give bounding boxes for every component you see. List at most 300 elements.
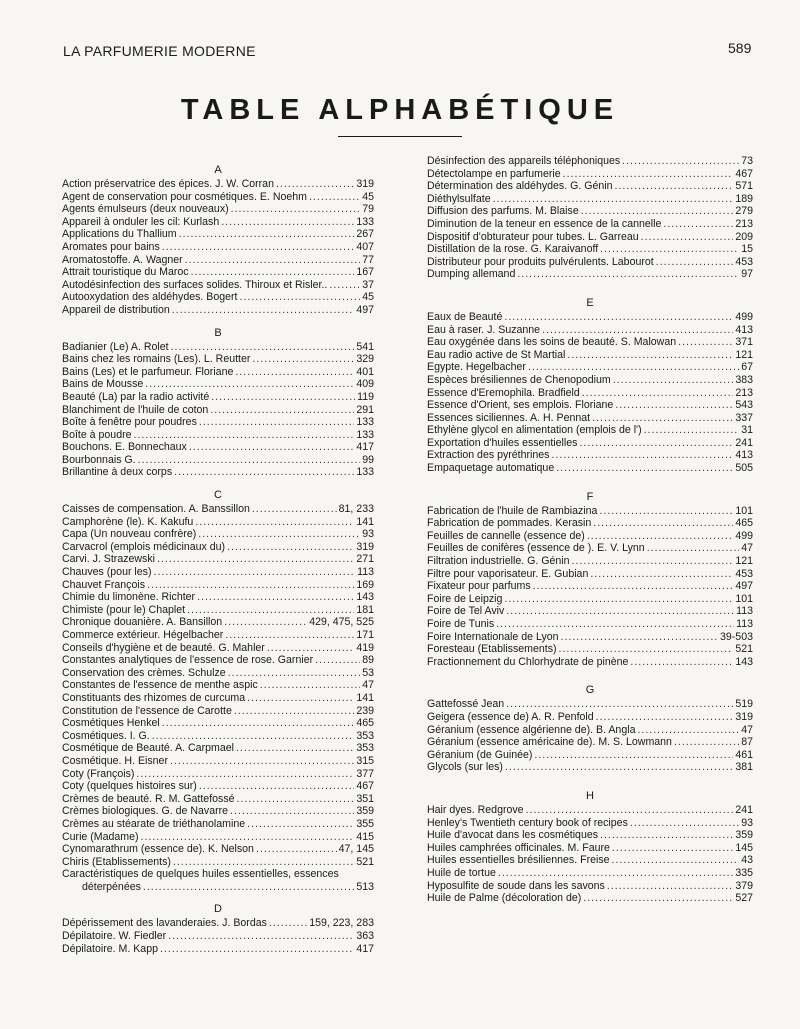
entry-title: Distributeur pour produits pulvérulents. Labourot [427,255,654,268]
entry-page: 119 [357,390,374,403]
entry-title: Dépérissement des lavanderaies. J. Bordas [62,917,267,930]
dot-leader [236,742,354,755]
entry-title: Egypte. Hegelbacher [427,361,526,374]
entry-title: Dumping allemand [427,268,516,281]
entry-title: Feuilles de cannelle (essence de) [427,529,585,542]
entry-page: 353 [356,729,374,742]
index-entry [427,180,753,193]
title-underline [338,136,462,137]
dot-leader [172,304,355,317]
entry-page: 101 [735,592,753,605]
dot-leader [237,793,355,806]
index-entry [62,378,374,391]
index-entry [427,424,753,437]
entry-page: 467 [735,167,753,180]
entry-page: 413 [735,449,753,462]
index-entry [427,218,753,231]
entry-page: 97 [741,268,753,281]
dot-leader [647,542,740,555]
entry-continuation-line [62,881,374,894]
index-entry [427,724,753,737]
dot-leader [506,605,734,618]
dot-leader [240,291,361,304]
entry-title: Aromatostoffe. A. Wagner [62,253,183,266]
section-letter: H [586,789,594,802]
entry-page: 181 [356,603,374,616]
index-entry [427,580,753,593]
dot-leader [593,517,733,530]
dot-leader [583,892,733,905]
index-entry [62,266,374,279]
entry-page: 209 [735,230,753,243]
entry-page: 543 [735,399,753,412]
index-entry [427,517,753,530]
index-entry [427,605,753,618]
index-entry [427,243,753,256]
dot-leader [147,579,354,592]
index-section [427,489,753,669]
entry-title: Chimiste (pour le) Chaplet [62,603,186,616]
dot-leader [231,203,361,216]
dot-leader [211,391,355,404]
index-entry [62,692,374,705]
dot-leader [195,516,354,529]
entry-page: 319 [356,178,374,190]
index-entry [427,854,753,867]
index-entry [62,755,374,768]
entry-page: 429, 475, 525 [309,616,374,629]
entry-title: Geigera (essence de) A. R. Penfold [427,710,594,723]
entry-page: 171 [356,629,374,641]
index-entry [62,241,374,254]
dot-leader [630,817,739,830]
index-entry [62,805,374,818]
entry-page: 53 [362,666,374,679]
entry-page: 89 [362,654,374,667]
index-entry [427,336,753,349]
entry-page: 513 [356,880,374,893]
index-section [62,487,374,893]
dot-leader [663,218,733,231]
dot-leader [637,724,739,737]
section-letter: A [214,164,222,176]
entry-title: Crèmes biologiques. G. de Navarre [62,805,229,818]
entry-title: Dispositif d'obturateur pour tubes. L. Garreau [427,230,639,243]
entry-title: Huiles camphrées officinales. M. Faure [427,841,610,854]
index-entry [427,462,753,475]
dot-leader [138,454,361,467]
entry-page: 461 [735,748,753,761]
entry-page: 113 [736,605,753,618]
entry-page: 499 [735,529,753,542]
index-entry [62,793,374,806]
index-section [427,682,753,774]
entry-title: Crèmes de beauté. R. M. Gattefossé [62,792,235,805]
entry-page: 113 [357,566,374,579]
entry-title: Cosmétique. H. Eisner [62,754,168,767]
dot-leader [329,279,360,292]
entry-title: Boîte à fenêtre pour poudres [62,416,197,429]
dot-leader [615,399,733,412]
entry-title: Capa (Un nouveau confrère) [62,528,197,541]
dot-leader [230,805,354,818]
entry-page: 31 [741,424,753,437]
dot-leader [179,228,355,241]
index-entry [427,817,753,830]
entry-title: Essences siciliennes. A. H. Pennat [427,411,591,424]
index-section [427,295,753,475]
dot-leader [504,311,733,324]
index-entry [427,412,753,425]
index-entry [62,541,374,554]
entry-page: 79 [362,203,374,216]
index-entry [62,254,374,267]
dot-leader [612,854,740,867]
dot-leader [587,530,733,543]
index-entry [427,880,753,893]
entry-title: Bains chez les romains (Les). L. Reutter [62,353,251,366]
entry-page: 213 [735,386,753,399]
entry-page: 121 [735,555,753,568]
entry-title: Détectolampe en parfumerie [427,167,561,180]
dot-leader [252,353,354,366]
entry-page: 77 [362,253,374,266]
index-section [427,155,753,281]
dot-leader [656,256,734,269]
index-entry [427,749,753,762]
entry-title: Extraction des pyréthrines [427,449,550,462]
dot-leader [210,404,354,417]
index-entry [427,530,753,543]
entry-page: 93 [741,816,753,829]
index-entry [427,656,753,669]
index-entry [62,705,374,718]
entry-title: Chiris (Etablissements) [62,855,171,868]
dot-leader [191,266,355,279]
index-entry [427,449,753,462]
dot-leader [551,449,733,462]
index-entry [62,579,374,592]
entry-title: Crèmes au stéarate de triéthanolamine [62,817,246,830]
entry-page: 99 [362,453,374,466]
entry-page: 419 [356,641,374,654]
index-entry [62,404,374,417]
index-entry [62,341,374,354]
entry-page: 267 [356,228,374,241]
entry-page: 73 [741,155,753,167]
dot-leader [674,736,739,749]
entry-page: 407 [356,240,374,253]
index-entry [62,203,374,216]
dot-leader [596,711,734,724]
index-entry [62,441,374,454]
entry-title: Géranium (de Guinée) [427,748,533,761]
entry-page: 143 [356,591,374,604]
entry-page: 499 [735,310,753,323]
entry-title: Blanchiment de l'huile de coton [62,403,209,416]
index-entry [427,711,753,724]
index-entry [62,178,374,191]
entry-title: Attrait touristique du Maroc [62,266,189,279]
entry-page: 133 [356,466,374,479]
index-entry [427,829,753,842]
index-entry [62,279,374,292]
index-entry [427,505,753,518]
entry-title: Eau radio active de St Martial [427,348,566,361]
entry-title: Diffusion des parfums. M. Blaise [427,205,579,218]
index-entry [62,366,374,379]
entry-title: Gattefossé Jean [427,698,505,711]
entry-title: Filtre pour vaporisateur. E. Gubian [427,567,589,580]
dot-leader [269,917,307,930]
entry-page: 413 [735,323,753,336]
entry-title: Commerce extérieur. Hégelbacher [62,629,224,641]
entry-title: Autooxydation des aldéhydes. Bogert [62,291,238,304]
index-entry [62,831,374,844]
entry-title: Cynomarathrum (essence de). K. Nelson [62,843,254,856]
index-entry [62,304,374,317]
dot-leader [493,193,734,206]
dot-leader [145,378,354,391]
index-entry [62,717,374,730]
index-entry [62,291,374,304]
index-entry [427,555,753,568]
entry-title: Beauté (La) par la radio activité [62,390,210,403]
dot-leader [581,205,734,218]
index-entry [62,742,374,755]
dot-leader [189,441,354,454]
entry-page: 159, 223, 283 [309,917,374,930]
index-entry [427,437,753,450]
entry-title: Eaux de Beauté [427,310,503,323]
dot-leader [221,216,354,229]
entry-title: Fractionnement du Chlorhydrate de pinène [427,655,629,668]
dot-leader [607,880,733,893]
entry-page: 571 [735,180,753,193]
dot-leader [644,424,740,437]
index-entry [62,216,374,229]
index-entry [427,618,753,631]
entry-title: Brillantine à deux corps [62,466,173,479]
entry-title-continuation: déterpénées [82,880,141,893]
dot-leader [267,642,354,655]
index-entry [427,193,753,206]
dot-leader [567,349,733,362]
entry-title: Agent de conservation pour cosmétiques. E. Noehm [62,190,307,203]
dot-leader [572,555,734,568]
entry-title: Géranium (essence algérienne de). B. Angla [427,723,636,736]
entry-page: 101 [735,504,753,517]
entry-title: Aromates pour bains [62,240,160,253]
index-entry [427,698,753,711]
index-entry [62,516,374,529]
dot-leader [224,616,307,629]
dot-leader [526,804,734,817]
entry-page: 45 [362,190,374,203]
section-letter: G [585,684,595,697]
dot-leader [498,867,733,880]
entry-page: 67 [741,361,753,374]
page-number: 589 [728,40,752,56]
entry-title: Boîte à poudre [62,428,132,441]
entry-title: Bourbonnais G. [62,453,136,466]
entry-page: 271 [356,553,374,566]
dot-leader [309,191,360,204]
entry-title: Ethylène glycol en alimentation (emplois de l') [427,424,642,437]
entry-title: Glycols (sur les) [427,761,503,774]
entry-page: 121 [735,348,753,361]
entry-page: 133 [356,428,374,441]
entry-title: Bains de Mousse [62,378,144,391]
entry-title: Chronique douanière. A. Bansillon [62,616,223,629]
entry-page: 113 [736,618,753,630]
entry-page: 39-503 [720,630,753,643]
entry-title: Huile de tortue [427,866,496,879]
entry-title: Dépilatoire. W. Fiedler [62,930,167,943]
entry-title: Chimie du limonène. Richter [62,591,196,604]
entry-title: Hair dyes. Redgrove [427,803,524,816]
index-entry [427,542,753,555]
dot-leader [198,528,360,541]
index-entry [427,155,753,168]
dot-leader [173,856,354,869]
dot-leader [504,593,733,606]
entry-title: Appareil de distribution [62,303,170,316]
entry-title: Désinfection des appareils téléphoniques [427,155,621,167]
index-entry [62,667,374,680]
entry-page: 241 [735,436,753,449]
entry-page: 417 [356,441,374,454]
dot-leader [160,943,354,956]
dot-leader [678,336,733,349]
entry-title: Huile de Palme (décoloration de) [427,892,582,905]
entry-title: Huile d'avocat dans les cosmétiques [427,829,599,842]
index-entry [427,736,753,749]
entry-title: Foire de Leipzig [427,592,503,605]
entry-page: 351 [356,792,374,805]
index-entry [62,943,374,956]
index-entry [427,643,753,656]
entry-page: 15 [741,243,753,256]
entry-page: 467 [356,780,374,793]
entry-title: Conservation des crèmes. Schulze [62,666,226,679]
dot-leader [590,568,733,581]
dot-leader [615,180,734,193]
entry-title: Essence d'Eremophila. Bradfield [427,386,580,399]
dot-leader [162,241,355,254]
dot-leader [533,580,734,593]
entry-page: 329 [356,353,374,366]
index-entry [427,374,753,387]
entry-title: Exportation d'huiles essentielles [427,436,578,449]
index-entry [427,399,753,412]
entry-title: Espèces brésiliennes de Chenopodium [427,373,611,386]
index-entry [427,324,753,337]
index-entry [62,353,374,366]
entry-title: Empaquetage automatique [427,462,555,475]
entry-page: 379 [735,879,753,892]
dot-leader [143,881,354,894]
entry-page: 497 [356,303,374,316]
dot-leader [225,629,354,642]
entry-title: Bouchons. E. Bonnechaux [62,441,187,454]
entry-page: 213 [735,217,753,230]
dot-leader [276,178,354,191]
entry-title: Chauves (pour les) [62,566,152,579]
index-entry [427,593,753,606]
entry-page: 47 [741,542,753,555]
dot-leader [136,768,354,781]
section-letter: D [214,903,222,916]
entry-title: Caisses de compensation. A. Banssillon [62,503,250,516]
dot-leader [174,466,354,479]
index-entry [62,566,374,579]
entry-title: Foire Internationale de Lyon [427,630,559,643]
dot-leader [613,374,734,387]
dot-leader [582,387,734,400]
dot-leader [170,755,354,768]
index-entry [62,642,374,655]
index-entry [427,387,753,400]
entry-page: 141 [356,691,374,704]
index-entry [427,205,753,218]
entry-page: 133 [356,416,374,429]
dot-leader [187,604,354,617]
entry-title: Diéthylsulfate [427,192,491,205]
entry-page: 401 [356,365,374,378]
entry-page: 47 [741,723,753,736]
dot-leader [228,667,361,680]
entry-title: Foire de Tel Aviv [427,605,505,618]
entry-page: 519 [735,698,753,711]
index-entry [62,679,374,692]
dot-leader [505,761,733,774]
entry-page: 43 [741,854,753,867]
entry-title: Carvi. J. Strazewski [62,553,156,566]
index-column-right [427,155,753,905]
entry-page: 383 [735,373,753,386]
entry-title: Diminution de la teneur en essence de la cannelle [427,217,662,230]
running-head: LA PARFUMERIE MODERNE [63,43,256,59]
dot-leader [563,168,734,181]
dot-leader [134,429,355,442]
dot-leader [199,416,354,429]
index-entry [427,256,753,269]
dot-leader [612,842,733,855]
entry-page: 527 [735,892,753,905]
entry-title: Curie (Madame) [62,830,139,843]
entry-title: Autodésinfection des surfaces solides. Thiroux et Risler.. [62,278,328,291]
entry-title: Camphorène (le). K. Kakufu [62,515,194,528]
entry-title: Chauvet François [62,578,146,591]
entry-page: 37 [362,278,374,291]
entry-page: 453 [735,255,753,268]
entry-page: 521 [356,855,374,868]
index-section [62,901,374,955]
entry-title: Constantes analytiques de l'essence de rose. Garnier [62,654,314,667]
entry-title: Coty (quelques histoires sur) [62,780,197,793]
entry-title: Distillation de la rose. G. Karaivanoff [427,243,599,256]
index-entry [62,553,374,566]
entry-page: 359 [356,805,374,818]
index-section [62,325,374,480]
page-title: TABLE ALPHABÉTIQUE [180,94,620,126]
entry-title: Eau oxygénée dans les soins de beauté. S. Malowan [427,336,677,349]
dot-leader [168,930,354,943]
entry-title: Eau à raser. J. Suzanne [427,323,541,336]
index-entry [62,868,374,893]
entry-page: 353 [356,742,374,755]
